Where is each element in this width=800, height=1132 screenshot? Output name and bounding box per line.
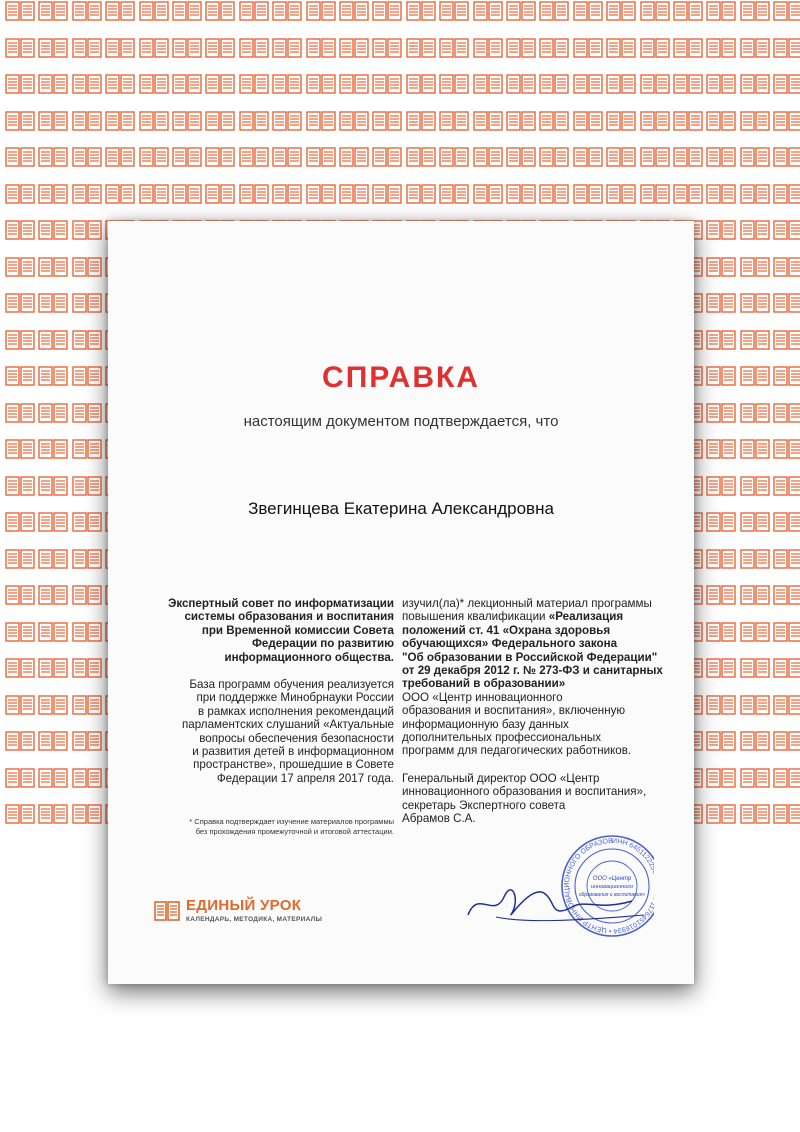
book-icon (439, 183, 469, 205)
book-icon (740, 402, 770, 424)
book-icon (38, 365, 68, 387)
book-icon (573, 110, 603, 132)
book-icon (306, 37, 336, 59)
logo-wordmark: ЕДИНЫЙ УРОК (186, 897, 302, 914)
book-icon (706, 621, 736, 643)
book-icon (473, 0, 503, 22)
book-icon (5, 621, 35, 643)
book-icon (172, 37, 202, 59)
book-icon (640, 37, 670, 59)
book-icon (706, 73, 736, 95)
book-icon (740, 146, 770, 168)
book-icon (72, 256, 102, 278)
seal-center-line: ООО «Центр (592, 876, 632, 882)
book-icon (706, 183, 736, 205)
book-icon (740, 329, 770, 351)
program-title-line: положений ст. 41 «Охрана здоровья (402, 623, 611, 637)
book-icon (5, 402, 35, 424)
book-icon (38, 584, 68, 606)
book-icon (72, 365, 102, 387)
book-icon (606, 183, 636, 205)
book-icon (38, 73, 68, 95)
book-icon (72, 329, 102, 351)
book-icon (740, 584, 770, 606)
book-icon (105, 37, 135, 59)
book-icon (72, 803, 102, 825)
book-icon (706, 219, 736, 241)
book-icon (5, 73, 35, 95)
book-icon (72, 548, 102, 570)
org-line: дополнительных профессиональных (402, 731, 601, 745)
book-icon (306, 183, 336, 205)
book-icon (673, 37, 703, 59)
body-line: пространстве», прошедшие в Совете (193, 758, 394, 772)
book-icon (706, 292, 736, 314)
intro-line: изучил(ла)* лекционный материал программы (402, 597, 652, 610)
book-icon (38, 256, 68, 278)
book-icon (773, 37, 800, 59)
book-icon (5, 475, 35, 497)
book-icon (773, 256, 800, 278)
book-icon (606, 110, 636, 132)
issuer-line: информационного общества. (224, 650, 394, 664)
book-icon (272, 0, 302, 22)
book-icon (5, 694, 35, 716)
director-line: секретарь Экспертного совета (402, 798, 566, 812)
book-icon (205, 110, 235, 132)
book-icon (239, 146, 269, 168)
book-icon (740, 183, 770, 205)
book-icon (72, 475, 102, 497)
book-icon (72, 657, 102, 679)
logo-tagline: КАЛЕНДАРЬ, МЕТОДИКА, МАТЕРИАЛЫ (186, 916, 323, 923)
program-title-line: требований в образовании» (402, 677, 566, 691)
edinyi-urok-logo (154, 897, 354, 927)
left-column (154, 597, 394, 785)
book-icon (773, 365, 800, 387)
issuer-line: при Временной комиссии Совета (201, 623, 394, 637)
book-icon (38, 548, 68, 570)
book-icon (139, 37, 169, 59)
book-icon (72, 73, 102, 95)
program-title-line: от 29 декабря 2012 г. № 273-ФЗ и санитарных (402, 664, 663, 678)
book-icon (105, 183, 135, 205)
book-icon (706, 548, 736, 570)
book-icon (740, 803, 770, 825)
book-icon (339, 37, 369, 59)
book-icon (72, 402, 102, 424)
book-icon (606, 37, 636, 59)
book-icon (38, 183, 68, 205)
recipient-name: Звегинцева Екатерина Александровна (248, 499, 554, 518)
book-icon (473, 37, 503, 59)
book-icon (640, 183, 670, 205)
program-title-line: "Об образовании в Российской Федерации" (402, 650, 658, 664)
book-icon (154, 900, 180, 922)
org-line: программ для педагогических работников. (402, 744, 632, 758)
book-icon (139, 110, 169, 132)
book-icon (773, 110, 800, 132)
book-icon (673, 146, 703, 168)
book-icon (339, 73, 369, 95)
book-icon (72, 511, 102, 533)
book-icon (72, 0, 102, 22)
book-icon (506, 110, 536, 132)
book-icon (573, 73, 603, 95)
footnote-line: * Справка подтверждает изучение материалов программы (189, 817, 394, 826)
book-icon (38, 219, 68, 241)
book-icon (773, 694, 800, 716)
body-line: База программ обучения реализуется (189, 678, 394, 692)
book-icon (773, 511, 800, 533)
book-icon (773, 803, 800, 825)
book-icon (640, 0, 670, 22)
book-icon (439, 146, 469, 168)
book-icon (272, 110, 302, 132)
book-icon (38, 329, 68, 351)
book-icon (72, 183, 102, 205)
book-icon (72, 621, 102, 643)
book-icon (740, 256, 770, 278)
book-icon (539, 183, 569, 205)
book-icon (740, 475, 770, 497)
book-icon (773, 475, 800, 497)
book-icon (139, 0, 169, 22)
book-icon (773, 0, 800, 22)
book-icon (506, 0, 536, 22)
right-column (402, 597, 680, 826)
intro-line: повышения квалификации (402, 610, 549, 624)
book-icon (506, 146, 536, 168)
book-icon (773, 730, 800, 752)
body-line: и развития детей в информационном (192, 745, 394, 759)
book-icon (706, 694, 736, 716)
book-icon (38, 475, 68, 497)
book-icon (172, 110, 202, 132)
book-icon (773, 548, 800, 570)
book-icon (272, 73, 302, 95)
book-icon (38, 110, 68, 132)
book-icon (706, 511, 736, 533)
program-block (402, 597, 680, 758)
book-icon (740, 548, 770, 570)
book-icon (573, 146, 603, 168)
book-icon (105, 0, 135, 22)
book-icon (706, 730, 736, 752)
body-line: вопросы обеспечения безопасности (199, 731, 394, 745)
book-icon (673, 73, 703, 95)
book-icon (72, 584, 102, 606)
book-icon (272, 37, 302, 59)
book-icon (72, 110, 102, 132)
book-icon (506, 183, 536, 205)
book-icon (673, 110, 703, 132)
book-icon (706, 584, 736, 606)
book-icon (72, 219, 102, 241)
book-icon (706, 475, 736, 497)
issuer-line: Экспертный совет по информатизации (168, 597, 394, 610)
book-icon (72, 37, 102, 59)
book-icon (5, 548, 35, 570)
book-icon (606, 146, 636, 168)
director-line: Генеральный директор ООО «Центр (402, 771, 600, 785)
book-icon (306, 110, 336, 132)
program-title-line: обучающихся» Федерального закона (402, 637, 618, 651)
book-icon (272, 183, 302, 205)
footnote (142, 817, 394, 836)
book-icon (172, 0, 202, 22)
book-icon (740, 621, 770, 643)
book-icon (239, 0, 269, 22)
book-icon (172, 146, 202, 168)
book-icon (38, 146, 68, 168)
program-base-block (154, 678, 394, 785)
book-icon (706, 402, 736, 424)
org-line: образования и воспитания», включенную (402, 704, 626, 718)
book-icon (539, 110, 569, 132)
book-icon (706, 767, 736, 789)
book-icon (640, 73, 670, 95)
program-title-start: «Реализация (548, 610, 624, 624)
book-icon (706, 0, 736, 22)
book-icon (773, 767, 800, 789)
book-icon (773, 146, 800, 168)
book-icon (72, 767, 102, 789)
book-icon (372, 0, 402, 22)
body-line: в рамках исполнения рекомендаций (198, 704, 394, 718)
book-icon (5, 329, 35, 351)
book-icon (38, 767, 68, 789)
book-icon (5, 584, 35, 606)
book-icon (72, 694, 102, 716)
book-icon (38, 511, 68, 533)
book-icon (5, 183, 35, 205)
book-icon (72, 730, 102, 752)
director-block (402, 772, 680, 826)
footnote-line: без прохождения промежуточной и итоговой аттестации. (195, 826, 394, 836)
seal-center-line: инновационного (590, 884, 634, 890)
book-icon (105, 146, 135, 168)
book-icon (139, 183, 169, 205)
book-icon (339, 146, 369, 168)
book-icon (239, 183, 269, 205)
book-icon (5, 767, 35, 789)
book-icon (773, 621, 800, 643)
book-icon (539, 146, 569, 168)
book-icon (5, 730, 35, 752)
book-icon (272, 146, 302, 168)
director-name: Абрамов С.А. (402, 812, 476, 826)
book-icon (406, 0, 436, 22)
book-icon (5, 803, 35, 825)
body-line: при поддержке Минобрнауки России (196, 691, 394, 705)
book-icon (172, 73, 202, 95)
seal-center-line: образования и воспитания» (578, 892, 646, 898)
document-title: СПРАВКА (322, 361, 480, 394)
book-icon (773, 219, 800, 241)
book-icon (673, 0, 703, 22)
book-icon (239, 110, 269, 132)
book-icon (372, 110, 402, 132)
book-icon (5, 219, 35, 241)
book-icon (38, 292, 68, 314)
book-icon (740, 219, 770, 241)
book-icon (706, 146, 736, 168)
book-icon (740, 767, 770, 789)
book-icon (72, 146, 102, 168)
book-icon (205, 0, 235, 22)
book-icon (139, 146, 169, 168)
book-icon (473, 146, 503, 168)
book-icon (38, 621, 68, 643)
book-icon (38, 657, 68, 679)
book-icon (740, 73, 770, 95)
book-icon (5, 256, 35, 278)
book-icon (773, 584, 800, 606)
book-icon (773, 438, 800, 460)
book-icon (406, 110, 436, 132)
book-icon (740, 438, 770, 460)
book-icon (740, 511, 770, 533)
book-icon (339, 0, 369, 22)
book-icon (5, 292, 35, 314)
book-icon (773, 292, 800, 314)
book-icon (740, 730, 770, 752)
book-icon (406, 146, 436, 168)
book-icon (205, 73, 235, 95)
book-icon (573, 0, 603, 22)
book-icon (72, 292, 102, 314)
book-icon (172, 183, 202, 205)
book-icon (439, 73, 469, 95)
book-icon (105, 73, 135, 95)
book-icon (205, 183, 235, 205)
book-icon (306, 73, 336, 95)
book-icon (105, 110, 135, 132)
book-icon (740, 292, 770, 314)
book-icon (640, 146, 670, 168)
book-icon (473, 73, 503, 95)
book-icon (239, 37, 269, 59)
book-icon (5, 110, 35, 132)
book-icon (506, 73, 536, 95)
book-icon (5, 438, 35, 460)
book-icon (706, 37, 736, 59)
book-icon (740, 0, 770, 22)
book-icon (5, 146, 35, 168)
book-icon (706, 110, 736, 132)
book-icon (5, 365, 35, 387)
book-icon (706, 657, 736, 679)
book-icon (706, 256, 736, 278)
book-icon (306, 146, 336, 168)
book-icon (205, 37, 235, 59)
book-icon (306, 0, 336, 22)
book-icon (38, 694, 68, 716)
book-icon (740, 110, 770, 132)
book-icon (5, 0, 35, 22)
director-line: инновационного образования и воспитания», (402, 785, 647, 799)
book-icon (773, 402, 800, 424)
book-icon (38, 438, 68, 460)
book-icon (740, 365, 770, 387)
book-icon (205, 146, 235, 168)
book-icon (473, 110, 503, 132)
book-icon (740, 694, 770, 716)
seal-ring-text: ИНН 6451122 76451016934 • ЦЕНТР ИННОВАЦИОННОГО ОБРАЗОВ (563, 837, 654, 935)
book-icon (539, 37, 569, 59)
book-icon (439, 37, 469, 59)
book-icon (439, 110, 469, 132)
book-icon (573, 37, 603, 59)
book-icon (773, 73, 800, 95)
book-icon (740, 37, 770, 59)
book-icon (539, 73, 569, 95)
book-icon (706, 803, 736, 825)
book-icon (473, 183, 503, 205)
book-icon (406, 73, 436, 95)
seal-and-signature (464, 827, 654, 937)
book-icon (706, 438, 736, 460)
book-icon (5, 37, 35, 59)
body-line: парламентских слушаний «Актуальные (182, 718, 394, 732)
certificate-sheet (108, 221, 694, 984)
book-icon (38, 0, 68, 22)
book-icon (706, 329, 736, 351)
book-icon (139, 73, 169, 95)
book-icon (38, 803, 68, 825)
book-icon (506, 37, 536, 59)
book-icon (706, 365, 736, 387)
book-icon (606, 0, 636, 22)
book-icon (773, 657, 800, 679)
body-line: Федерации 17 апреля 2017 года. (216, 771, 394, 785)
document-subtitle: настоящим документом подтверждается, что (243, 413, 559, 430)
issuer-line: Федерации по развитию (252, 637, 394, 651)
book-icon (406, 37, 436, 59)
book-icon (339, 183, 369, 205)
book-icon (5, 511, 35, 533)
book-icon (439, 0, 469, 22)
book-icon (372, 37, 402, 59)
book-icon (740, 657, 770, 679)
issuer-block (154, 597, 394, 664)
book-icon (673, 183, 703, 205)
issuer-line: системы образования и воспитания (184, 610, 394, 624)
book-icon (5, 657, 35, 679)
book-icon (773, 329, 800, 351)
book-icon (239, 73, 269, 95)
book-icon (72, 438, 102, 460)
book-icon (372, 183, 402, 205)
book-icon (372, 73, 402, 95)
book-icon (773, 183, 800, 205)
book-icon (640, 110, 670, 132)
book-icon (606, 73, 636, 95)
book-icon (573, 183, 603, 205)
book-icon (38, 37, 68, 59)
book-icon (372, 146, 402, 168)
book-icon (339, 110, 369, 132)
book-icon (38, 402, 68, 424)
book-icon (406, 183, 436, 205)
book-icon (38, 730, 68, 752)
org-line: ООО «Центр инновационного (402, 690, 563, 704)
book-icon (539, 0, 569, 22)
org-line: информационную базу данных (402, 717, 569, 731)
